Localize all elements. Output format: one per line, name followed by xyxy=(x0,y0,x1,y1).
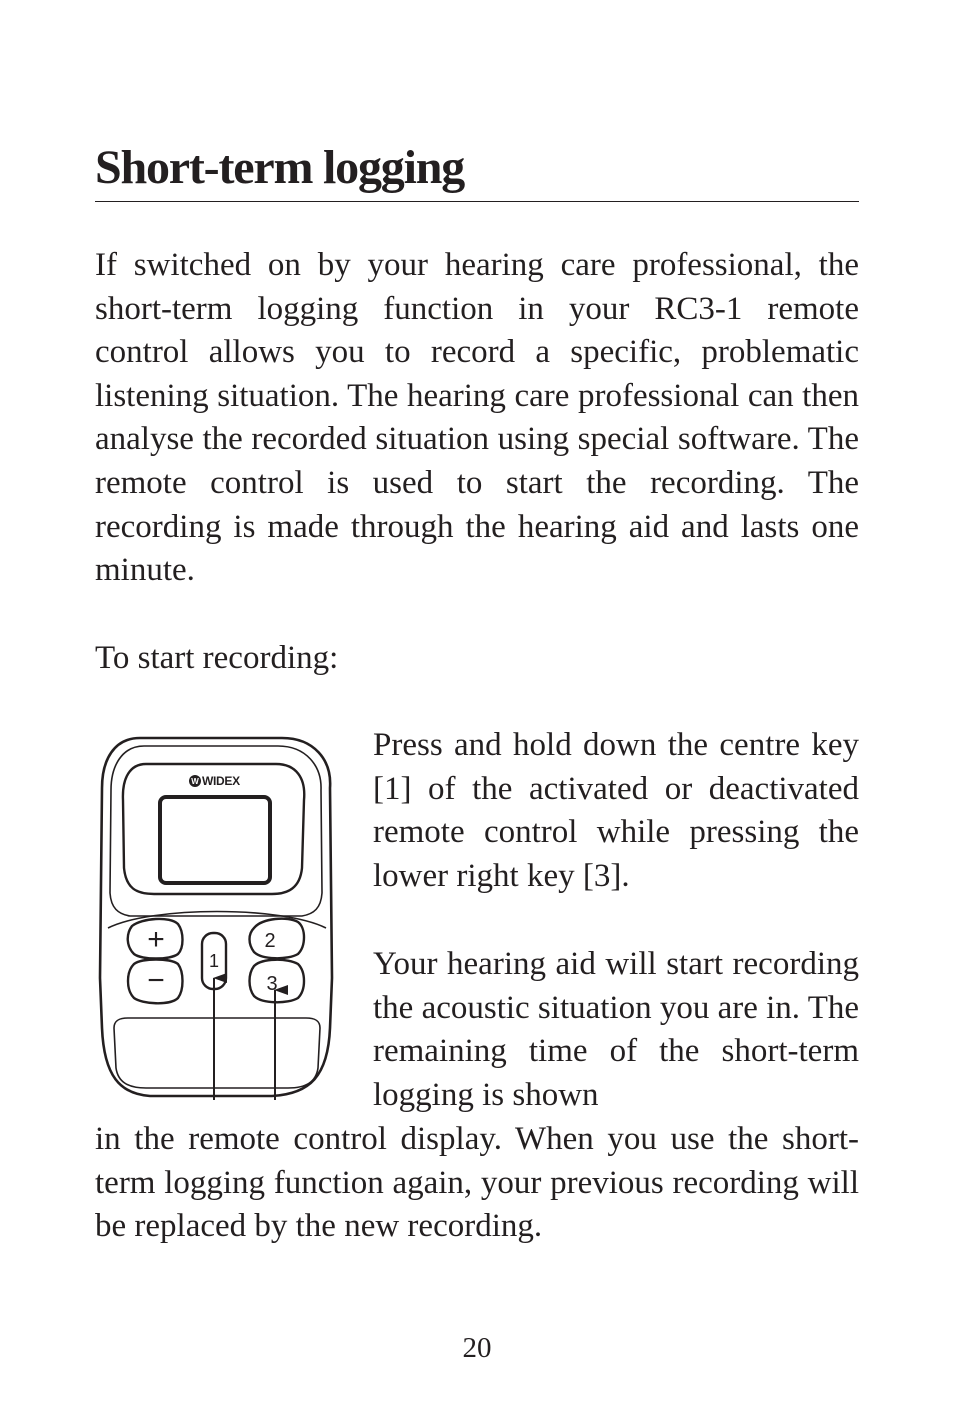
display-screen xyxy=(160,797,270,883)
remote-control-illustration xyxy=(92,728,342,1108)
brand-label: WIDEX xyxy=(202,774,240,788)
title-divider xyxy=(95,201,859,202)
key-2-label: 2 xyxy=(264,930,276,952)
upper-right-key-2 xyxy=(250,919,305,959)
remote-body-outline xyxy=(100,738,332,1096)
key-1-label: 1 xyxy=(208,951,220,971)
svg-text:W: W xyxy=(191,777,199,786)
page-title: Short-term logging xyxy=(95,141,465,194)
step-one-instruction: Press and hold down the centre key [1] of the activated or deactivated remote control while pressing the lower right key [3]. xyxy=(373,727,859,894)
step-two-instruction: Your hearing aid will start recording the acoustic situation you are in. The remaining time of the short-term logging is shown xyxy=(373,946,860,1113)
intro-paragraph: If switched on by your hearing care professional, the short-term logging function in your RC3-1 remote control allows you to record a specific, problematic listening situation. The hearing care professional can then analyse the recorded situation using special software. The remote control is used to start the recording. The recording is made through the hearing aid and lasts one minute. xyxy=(95,247,859,589)
lead-in-text: To start recording: xyxy=(95,640,339,676)
page-number: 20 xyxy=(462,1332,492,1364)
plus-key-label: + xyxy=(147,923,165,956)
widex-logo xyxy=(189,774,240,788)
minus-key-label: − xyxy=(147,964,165,997)
key-3-label: 3 xyxy=(266,973,278,995)
closing-paragraph: in the remote control display. When you use the short-term logging function again, your previous recording will be replaced by the new recording. xyxy=(95,1121,859,1245)
bottom-panel xyxy=(114,1018,320,1088)
